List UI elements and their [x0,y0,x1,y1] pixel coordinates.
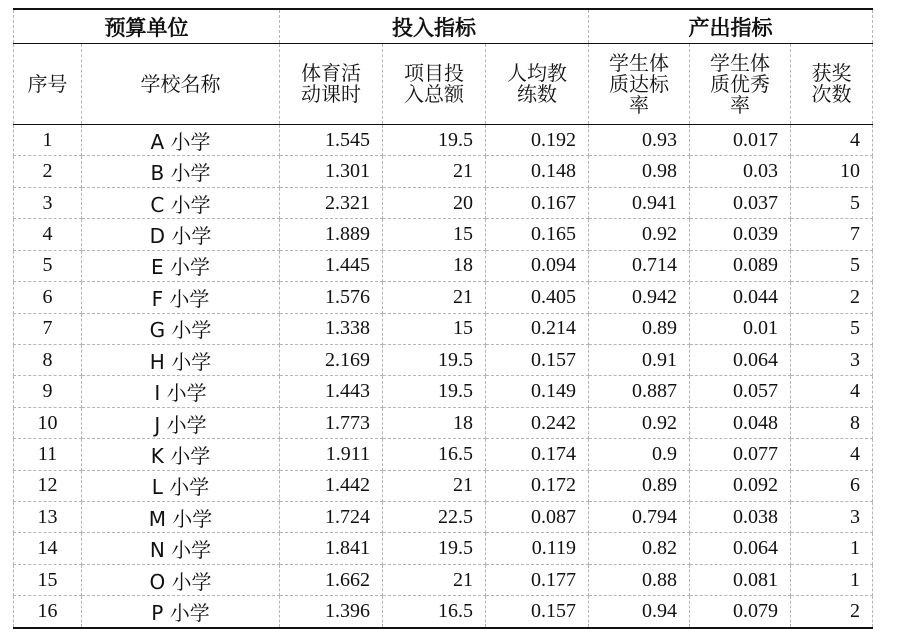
cell-fitness-pass-rate: 0.887 [589,376,690,407]
cell-award-count: 7 [791,219,873,250]
cell-pe-hours: 1.445 [280,250,383,281]
cell-fitness-pass-rate: 0.9 [589,439,690,470]
cell-award-count: 3 [791,502,873,533]
table-row [14,564,873,595]
cell-fitness-excellent-rate: 0.064 [690,344,791,375]
cell-coaches-per-capita: 0.167 [486,187,589,218]
data-table [13,8,873,629]
cell-fitness-excellent-rate: 0.089 [690,250,791,281]
cell-school-name: N 小学 [82,533,280,564]
cell-school-name: H 小学 [82,344,280,375]
group-header-row [14,9,873,44]
cell-award-count: 4 [791,439,873,470]
cell-total-investment: 16.5 [383,439,486,470]
cell-fitness-pass-rate: 0.94 [589,596,690,628]
cell-pe-hours: 1.662 [280,564,383,595]
table-body [14,125,873,629]
table-row [14,156,873,187]
cell-total-investment: 21 [383,564,486,595]
cell-total-investment: 18 [383,250,486,281]
cell-fitness-excellent-rate: 0.038 [690,502,791,533]
cell-pe-hours: 1.545 [280,125,383,156]
cell-total-investment: 21 [383,282,486,313]
cell-total-investment: 21 [383,156,486,187]
cell-total-investment: 20 [383,187,486,218]
cell-coaches-per-capita: 0.214 [486,313,589,344]
cell-school-name: M 小学 [82,502,280,533]
cell-school-name: A 小学 [82,125,280,156]
cell-index: 10 [14,407,82,438]
cell-fitness-pass-rate: 0.93 [589,125,690,156]
cell-coaches-per-capita: 0.087 [486,502,589,533]
cell-fitness-pass-rate: 0.88 [589,564,690,595]
cell-pe-hours: 1.911 [280,439,383,470]
cell-pe-hours: 1.724 [280,502,383,533]
table-row [14,313,873,344]
cell-index: 9 [14,376,82,407]
cell-fitness-pass-rate: 0.92 [589,407,690,438]
cell-total-investment: 15 [383,313,486,344]
cell-fitness-excellent-rate: 0.048 [690,407,791,438]
col-header-school-name: 学校名称 [82,44,280,125]
col-header-index: 序号 [14,44,82,125]
cell-pe-hours: 1.443 [280,376,383,407]
cell-award-count: 1 [791,533,873,564]
cell-index: 3 [14,187,82,218]
cell-pe-hours: 1.396 [280,596,383,628]
cell-index: 5 [14,250,82,281]
cell-fitness-excellent-rate: 0.03 [690,156,791,187]
cell-award-count: 2 [791,282,873,313]
table-row [14,407,873,438]
cell-total-investment: 19.5 [383,376,486,407]
cell-total-investment: 19.5 [383,533,486,564]
col-header-fitness-pass-rate: 学生体 质达标 率 [589,44,690,125]
table-row [14,219,873,250]
cell-fitness-excellent-rate: 0.081 [690,564,791,595]
cell-school-name: P 小学 [82,596,280,628]
cell-school-name: G 小学 [82,313,280,344]
cell-index: 11 [14,439,82,470]
cell-total-investment: 22.5 [383,502,486,533]
cell-fitness-pass-rate: 0.89 [589,313,690,344]
cell-total-investment: 16.5 [383,596,486,628]
cell-coaches-per-capita: 0.177 [486,564,589,595]
table-row [14,250,873,281]
cell-fitness-excellent-rate: 0.077 [690,439,791,470]
cell-pe-hours: 1.773 [280,407,383,438]
cell-coaches-per-capita: 0.148 [486,156,589,187]
cell-fitness-excellent-rate: 0.044 [690,282,791,313]
group-header-output-indicators: 产出指标 [589,9,873,44]
cell-coaches-per-capita: 0.242 [486,407,589,438]
cell-total-investment: 19.5 [383,125,486,156]
cell-index: 16 [14,596,82,628]
cell-school-name: C 小学 [82,187,280,218]
table-row [14,439,873,470]
col-header-award-count: 获奖 次数 [791,44,873,125]
cell-coaches-per-capita: 0.157 [486,596,589,628]
cell-school-name: L 小学 [82,470,280,501]
cell-total-investment: 19.5 [383,344,486,375]
table-row [14,344,873,375]
cell-index: 1 [14,125,82,156]
cell-total-investment: 21 [383,470,486,501]
cell-school-name: K 小学 [82,439,280,470]
cell-index: 8 [14,344,82,375]
cell-coaches-per-capita: 0.172 [486,470,589,501]
cell-school-name: F 小学 [82,282,280,313]
cell-pe-hours: 1.841 [280,533,383,564]
cell-coaches-per-capita: 0.192 [486,125,589,156]
cell-fitness-pass-rate: 0.794 [589,502,690,533]
table-row [14,282,873,313]
col-header-coaches-per-capita: 人均教 练数 [486,44,589,125]
table-row [14,533,873,564]
cell-pe-hours: 2.169 [280,344,383,375]
cell-index: 7 [14,313,82,344]
table-row [14,376,873,407]
cell-total-investment: 15 [383,219,486,250]
cell-fitness-excellent-rate: 0.079 [690,596,791,628]
cell-index: 6 [14,282,82,313]
cell-award-count: 4 [791,376,873,407]
cell-index: 13 [14,502,82,533]
cell-fitness-pass-rate: 0.92 [589,219,690,250]
cell-pe-hours: 1.889 [280,219,383,250]
table-row [14,187,873,218]
cell-award-count: 5 [791,187,873,218]
cell-fitness-pass-rate: 0.82 [589,533,690,564]
cell-fitness-excellent-rate: 0.064 [690,533,791,564]
cell-fitness-excellent-rate: 0.01 [690,313,791,344]
cell-pe-hours: 2.321 [280,187,383,218]
cell-school-name: B 小学 [82,156,280,187]
col-header-total-investment: 项目投 入总额 [383,44,486,125]
cell-coaches-per-capita: 0.174 [486,439,589,470]
cell-coaches-per-capita: 0.119 [486,533,589,564]
group-header-input-indicators: 投入指标 [280,9,589,44]
cell-fitness-excellent-rate: 0.037 [690,187,791,218]
cell-fitness-excellent-rate: 0.039 [690,219,791,250]
cell-fitness-excellent-rate: 0.092 [690,470,791,501]
cell-school-name: O 小学 [82,564,280,595]
cell-award-count: 5 [791,313,873,344]
cell-coaches-per-capita: 0.149 [486,376,589,407]
cell-award-count: 5 [791,250,873,281]
table-row [14,596,873,628]
cell-fitness-excellent-rate: 0.017 [690,125,791,156]
cell-school-name: D 小学 [82,219,280,250]
cell-award-count: 2 [791,596,873,628]
cell-pe-hours: 1.576 [280,282,383,313]
cell-pe-hours: 1.442 [280,470,383,501]
cell-award-count: 8 [791,407,873,438]
cell-fitness-pass-rate: 0.941 [589,187,690,218]
cell-index: 12 [14,470,82,501]
table-row [14,502,873,533]
cell-coaches-per-capita: 0.094 [486,250,589,281]
cell-index: 4 [14,219,82,250]
cell-fitness-pass-rate: 0.91 [589,344,690,375]
cell-fitness-pass-rate: 0.98 [589,156,690,187]
cell-index: 14 [14,533,82,564]
cell-total-investment: 18 [383,407,486,438]
col-header-fitness-excellent-rate: 学生体 质优秀 率 [690,44,791,125]
cell-award-count: 1 [791,564,873,595]
column-header-row [14,44,873,125]
cell-award-count: 3 [791,344,873,375]
cell-school-name: J 小学 [82,407,280,438]
cell-pe-hours: 1.301 [280,156,383,187]
cell-school-name: I 小学 [82,376,280,407]
cell-pe-hours: 1.338 [280,313,383,344]
cell-fitness-pass-rate: 0.942 [589,282,690,313]
cell-school-name: E 小学 [82,250,280,281]
cell-coaches-per-capita: 0.165 [486,219,589,250]
cell-coaches-per-capita: 0.157 [486,344,589,375]
col-header-pe-hours: 体育活 动课时 [280,44,383,125]
cell-index: 2 [14,156,82,187]
cell-fitness-pass-rate: 0.714 [589,250,690,281]
cell-fitness-excellent-rate: 0.057 [690,376,791,407]
cell-award-count: 10 [791,156,873,187]
cell-coaches-per-capita: 0.405 [486,282,589,313]
cell-index: 15 [14,564,82,595]
group-header-budget-unit: 预算单位 [14,9,280,44]
table-row [14,125,873,156]
cell-fitness-pass-rate: 0.89 [589,470,690,501]
cell-award-count: 6 [791,470,873,501]
cell-award-count: 4 [791,125,873,156]
table-row [14,470,873,501]
